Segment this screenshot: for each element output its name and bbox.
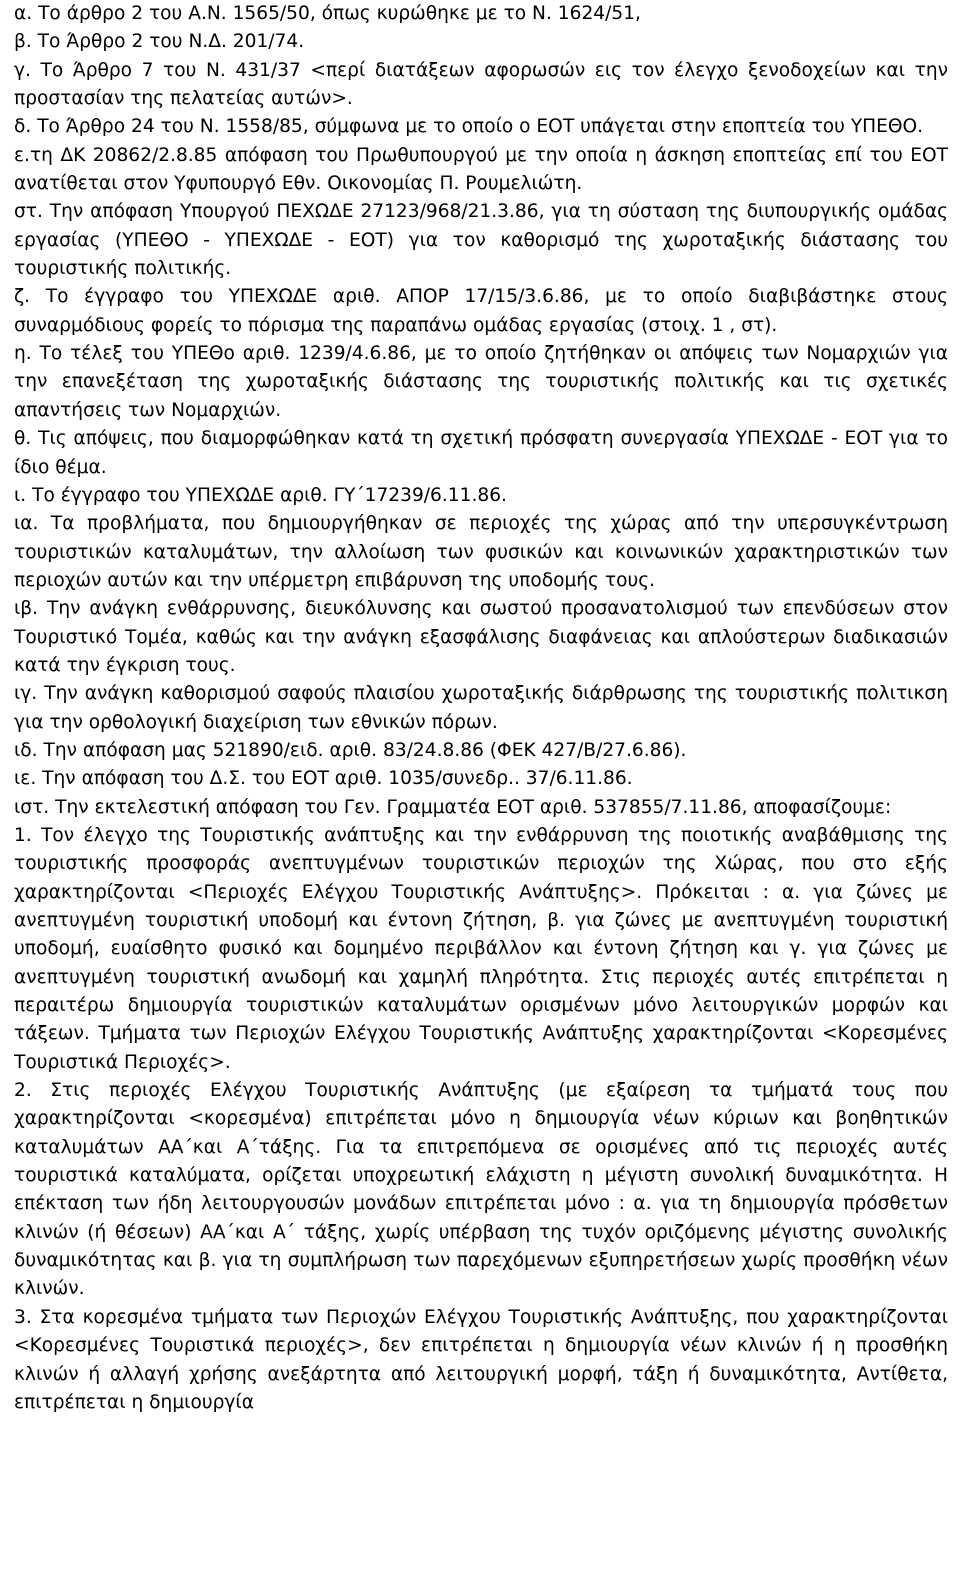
clause-a: α. Το άρθρο 2 του Α.Ν. 1565/50, όπως κυρώθηκε με το Ν. 1624/51, [14,3,641,24]
clause-b: β. Το Άρθρο 2 του Ν.Δ. 201/74. [14,31,305,53]
clause-ia: ια. Τα προβλήματα, που δημιουργήθηκαν σε περιοχές της χώρας από την υπερσυγκέντρωση τουριστικών καταλυμάτων, την αλλοίωση των φυσικών και κοινωνικών χαρακτηριστικών των περιοχών αυτών και την υπέρμετρη επιβάρυνση της υποδομής τους. [14,513,948,591]
clause-ig: ιγ. Την ανάγκη καθορισμού σαφούς πλαισίου χωροταξικής διάρθρωσης της τουριστικής πολιτικση για την ορθολογική διαχείριση των εθνικών πόρων. [14,683,948,733]
clause-i: ι. Το έγγραφο του ΥΠΕΧΩΔΕ αριθ. ΓΥ΄17239/6.11.86. [14,484,507,506]
clause-c: γ. Το Άρθρο 7 του Ν. 431/37 <περί διατάξεων αφορωσών εις τον έλεγχο ξενοδοχείων και την προστασίαν της πελατείας αυτών>. [14,59,948,110]
clause-ist: ιστ. Την εκτελεστική απόφαση του Γεν. Γραμματέα ΕΟΤ αριθ. 537855/7.11.86, αποφασίζουμε: [14,796,892,818]
clause-id: ιδ. Την απόφαση μας 521890/ειδ. αριθ. 83/24.8.86 (ΦΕΚ 427/Β/27.6.86). [14,739,687,761]
clause-ie: ιε. Την απόφαση του Δ.Σ. του ΕΟΤ αριθ. 1035/συνεδρ.. 37/6.11.86. [14,768,633,790]
clause-ib: ιβ. Την ανάγκη ενθάρρυνσης, διευκόλυνσης και σωστού προσανατολισμού των επενδύσεων στον Τουριστικό Τομέα, καθώς και την ανάγκη εξασφάλισης διαφάνειας και απλούστερων διαδικασιών κατά την έγκριση τους. [14,598,948,676]
article-2: 2. Στις περιοχές Ελέγχου Τουριστικής Ανάπτυξης (με εξαίρεση τα τμήματά τους που χαρακτηρίζονται <κορεσμένα) επιτρέπεται μόνο η δημιουργία νέων κύριων και βοηθητικών καταλυμάτων ΑΑ΄και Α΄τάξης. Για τα επιτρεπόμενα σε ορισμένες από τις περιοχές αυτές τουριστικά καταλύματα, ορίζεται υποχρεωτική ελάχιστη η μέγιστη συνολική δυναμικότητα. Η επέκταση των ήδη λειτουργουσών μονάδων επιτρέπεται μόνο : α. για τη δημιουργία πρόσθετων κλινών (ή θέσεων) ΑΑ΄και Α΄ τάξης, χωρίς υπέρβαση της τυχόν οριζόμενης μέγιστης συνολικής δυναμικότητας και β. για τη συμπλήρωση των παρεχόμενων εξυπηρετήσεων χωρίς προσθήκη νέων κλινών. [14,1080,948,1300]
article-3: 3. Στα κορεσμένα τμήματα των Περιοχών Ελέγχου Τουριστικής Ανάπτυξης, που χαρακτηρίζονται <Κορεσμένες Τουριστικά περιοχές>, δεν επιτρέπεται η δημιουργία νέων κλινών ή η προσθήκη κλινών ή αλλαγή χρήσης ανεξάρτητα από λειτουργική μορφή, τάξη ή δυναμικότητα, Αντίθετα, επιτρέπεται η δημιουργία [14,1306,948,1413]
clause-d: δ. Το Άρθρο 24 του Ν. 1558/85, σύμφωνα με το οποίο ο ΕΟΤ υπάγεται στην εποπτεία του ΥΠΕΘΟ. [14,116,924,138]
clause-th: θ. Τις απόψεις, που διαμορφώθηκαν κατά τη σχετική πρόσφατη συνεργασία ΥΠΕΧΩΔΕ - ΕΟΤ για το ίδιο θέμα. [14,428,948,478]
clause-st: στ. Την απόφαση Υπουργού ΠΕΧΩΔΕ 27123/968/21.3.86, για τη σύσταση της διυπουργικής ομάδας εργασίας (ΥΠΕΘΟ - ΥΠΕΧΩΔΕ - ΕΟΤ) για τον καθορισμό της χωροταξικής διάστασης του τουριστικής πολιτικής. [14,201,948,280]
clause-h: η. Το τέλεξ του ΥΠΕΘο αριθ. 1239/4.6.86, με το οποίο ζητήθηκαν οι απόψεις των Νομαρχιών για την επανεξέταση της χωροταξικής διάστασης της τουριστικής πολιτικής και τις σχετικές απαντήσεις των Νομαρχιών. [14,343,948,421]
clause-z: ζ. Το έγγραφο του ΥΠΕΧΩΔΕ αριθ. ΑΠΟΡ 17/15/3.6.86, με το οποίο διαβιβάστηκε στους συναρμόδιους φορείς το πόρισμα της παραπάνω ομάδας εργασίας (στοιχ. 1 , στ). [14,286,948,336]
article-1: 1. Τον έλεγχο της Τουριστικής ανάπτυξης και την ενθάρρυνση της ποιοτικής αναβάθμισης της τουριστικής προσφοράς ανεπτυγμένων τουριστικών περιοχών της Χώρας, που στο εξής χαρακτηρίζονται <Περιοχές Ελέγχου Τουριστικής Ανάπτυξης>. Πρόκειται : α. για ζώνες με ανεπτυγμένη τουριστική υποδομή και έντονη ζήτηση, β. για ζώνες με ανεπτυγμένη τουριστική υποδομή, ευαίσθητο φυσικό και δομημένο περιβάλλον και έντονη ζήτηση και γ. για ζώνες με ανεπτυγμένη τουριστική ανωδομή και χαμηλή πληρότητα. Στις περιοχές αυτές επιτρέπεται η περαιτέρω δημιουργία τουριστικών καταλυμάτων ορισμένων μόνο λειτουργικών μορφών και τάξεων. Τμήματα των Περιοχών Ελέγχου Τουριστικής Ανάπτυξης χαρακτηρίζονται <Κορεσμένες Τουριστικά Περιοχές>. [14,824,948,1073]
clause-e: ε.τη ΔΚ 20862/2.8.85 απόφαση του Πρωθυπουργού με την οποία η άσκηση εποπτείας επί του ΕΟΤ ανατίθεται στον Υφυπουργό Εθν. Οικονομίας Π. Ρουμελιώτη. [14,144,948,195]
